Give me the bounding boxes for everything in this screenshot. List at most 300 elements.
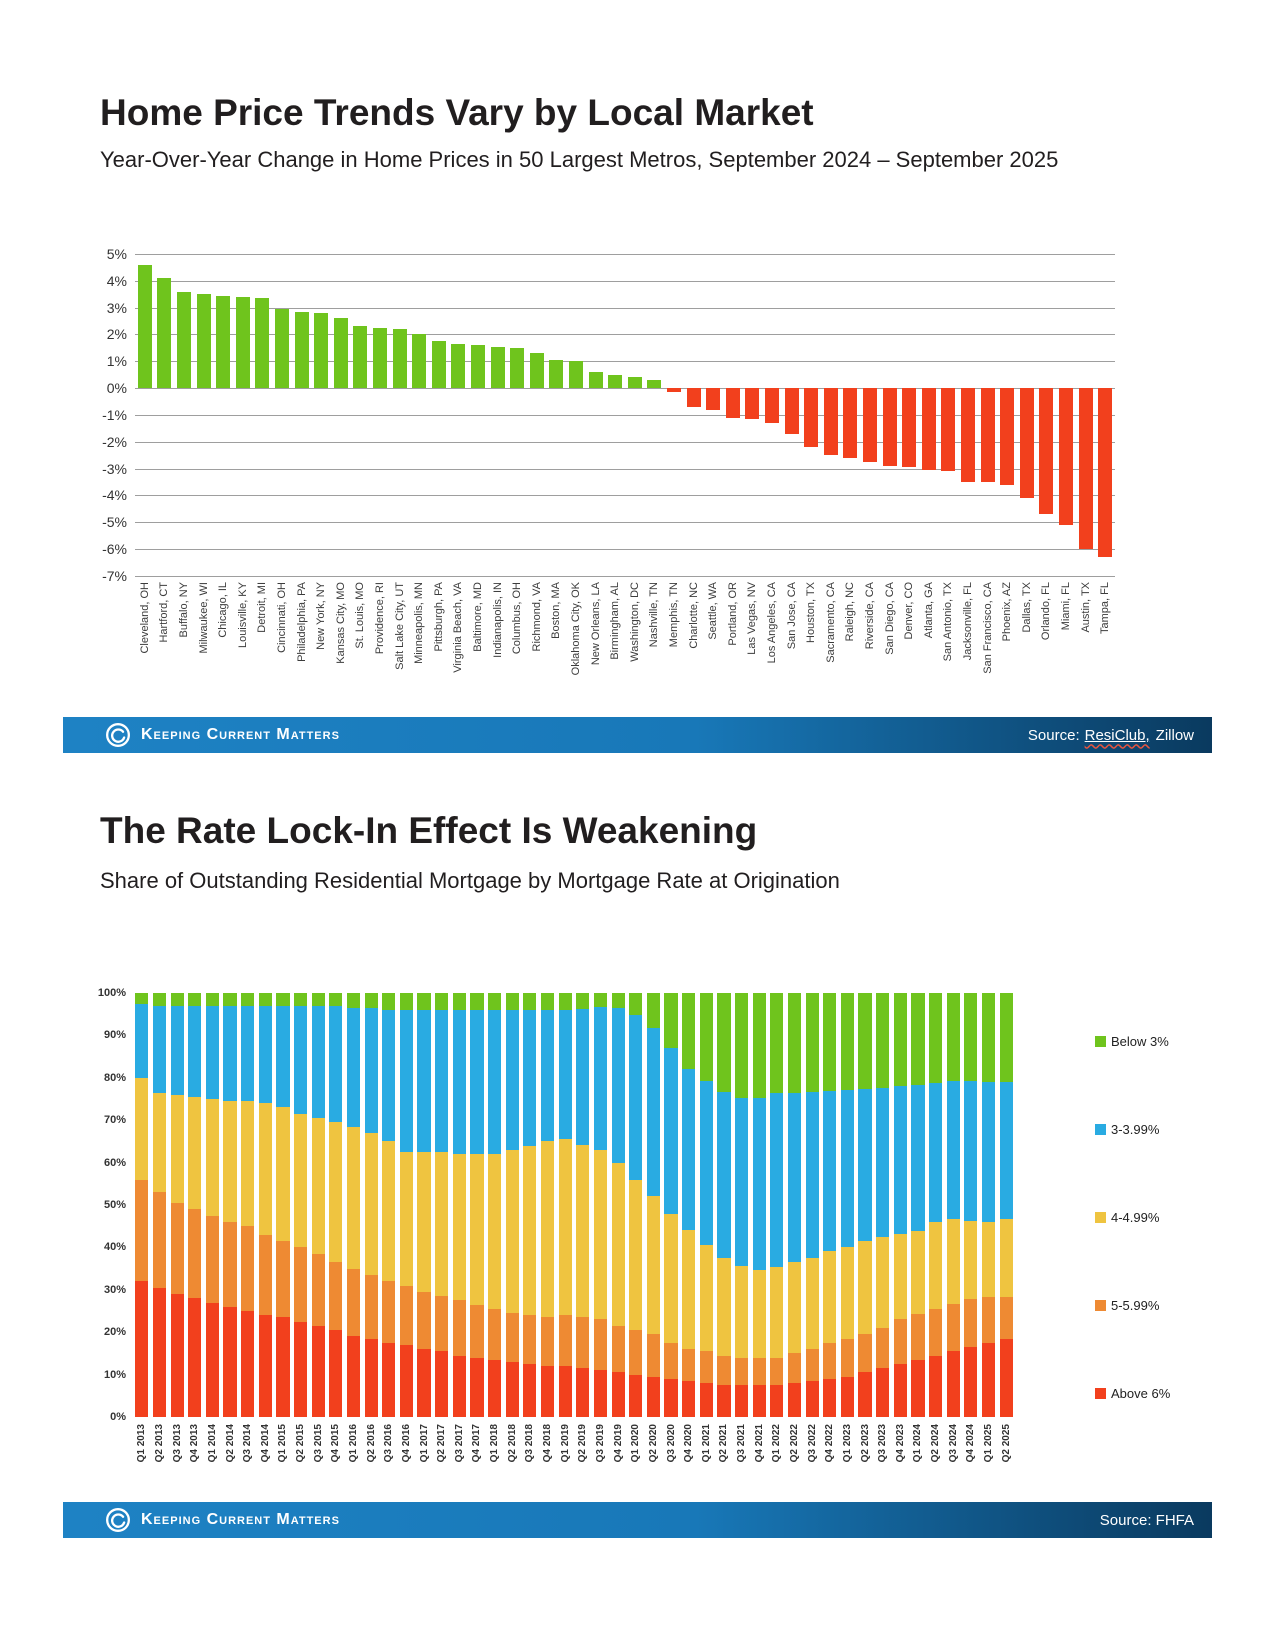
stacked-bar-segment	[788, 1262, 801, 1354]
stacked-bar-segment	[753, 993, 766, 1098]
stacked-bar-segment	[382, 1141, 395, 1281]
chart1-x-tick-label: Nashville, TN	[648, 582, 661, 648]
chart2-y-tick-label: 60%	[103, 1156, 126, 1169]
stacked-bar-segment	[453, 1300, 466, 1355]
stacked-bar-segment	[964, 993, 977, 1081]
stacked-bar-segment	[964, 1081, 977, 1220]
stacked-bar-segment	[417, 1010, 430, 1152]
kcm-footer-bar-1	[63, 717, 1212, 753]
stacked-bar-segment	[823, 1379, 836, 1417]
stacked-bar-segment	[400, 1152, 413, 1286]
stacked-bar-segment	[488, 1360, 501, 1417]
metro-bar	[1039, 388, 1053, 514]
chart1-x-tick-label: Houston, TX	[805, 582, 818, 643]
source-label: Source:	[1027, 726, 1080, 744]
stacked-bar-segment	[806, 1258, 819, 1350]
chart2-x-tick-label: Q3 2014	[242, 1424, 254, 1463]
stacked-bar-segment	[717, 1092, 730, 1258]
stacked-bar-segment	[1000, 1339, 1013, 1417]
metro-bar	[647, 380, 661, 388]
metro-bar	[353, 326, 367, 388]
stacked-bar-segment	[612, 993, 625, 1008]
stacked-bar-segment	[753, 1385, 766, 1417]
stacked-bar-segment	[541, 1010, 554, 1141]
stacked-bar-segment	[400, 1345, 413, 1417]
stacked-bar-segment	[523, 993, 536, 1010]
stacked-bar-segment	[876, 993, 889, 1088]
chart1-x-tick-label: Phoenix, AZ	[1001, 582, 1014, 642]
stacked-bar-segment	[400, 1286, 413, 1345]
stacked-bar-segment	[541, 993, 554, 1010]
stacked-bar-segment	[788, 993, 801, 1093]
stacked-bar-segment	[470, 1358, 483, 1417]
stacked-bar-segment	[700, 1245, 713, 1351]
metro-bar	[589, 372, 603, 388]
metro-bar	[981, 388, 995, 482]
metro-bar	[216, 296, 230, 389]
chart1-x-tick-label: Raleigh, NC	[844, 582, 857, 642]
chart1-plot-area	[135, 254, 1115, 576]
stacked-bar-segment	[188, 1097, 201, 1209]
stacked-bar-segment	[559, 1010, 572, 1139]
stacked-bar-segment	[135, 1281, 148, 1417]
chart1-x-tick-label: Louisville, KY	[236, 582, 249, 649]
chart1-y-tick-label: 0%	[106, 380, 127, 397]
stacked-bar-segment	[153, 1192, 166, 1287]
metro-bar	[667, 388, 681, 392]
stacked-bar-segment	[276, 1006, 289, 1108]
legend-label: 4-4.99%	[1111, 1210, 1160, 1225]
stacked-bar-segment	[329, 1122, 342, 1262]
stacked-bar-segment	[223, 993, 236, 1006]
stacked-bar-segment	[523, 1010, 536, 1146]
stacked-bar-segment	[841, 1247, 854, 1338]
gridline	[135, 495, 1115, 496]
metro-bar	[236, 297, 250, 388]
stacked-bar-segment	[312, 1006, 325, 1118]
stacked-bar-segment	[153, 993, 166, 1006]
metro-bar	[275, 309, 289, 388]
stacked-bar-segment	[717, 1356, 730, 1386]
chart2-x-tick-label: Q2 2015	[295, 1424, 307, 1463]
stacked-bar-segment	[470, 1305, 483, 1358]
stacked-bar-segment	[470, 1154, 483, 1305]
stacked-bar-segment	[629, 993, 642, 1015]
stacked-bar-segment	[206, 1099, 219, 1216]
chart1-x-tick-label: Sacramento, CA	[824, 582, 837, 663]
chart1-x-tick-label: Oklahoma City, OK	[570, 582, 582, 676]
chart1-x-tick-label: Cincinnati, OH	[276, 582, 288, 653]
stacked-bar-segment	[700, 1351, 713, 1383]
stacked-bar-segment	[188, 1209, 201, 1298]
stacked-bar-segment	[594, 993, 607, 1007]
stacked-bar-segment	[858, 1372, 871, 1417]
stacked-bar-segment	[841, 1339, 854, 1377]
chart1-y-tick-label: 1%	[106, 353, 127, 370]
kcm-brand-text: Keeping Current Matters	[141, 1511, 340, 1528]
stacked-bar-segment	[259, 1315, 272, 1417]
chart2-x-tick-label: Q3 2017	[453, 1424, 465, 1463]
metro-bar	[726, 388, 740, 418]
stacked-bar-segment	[717, 1385, 730, 1417]
chart2-source-text: Source: FHFA	[1099, 1511, 1194, 1529]
chart2-x-tick-label: Q3 2020	[665, 1424, 677, 1463]
chart1-y-tick-label: -7%	[102, 567, 127, 584]
chart1-x-tick-label: Seattle, WA	[707, 582, 720, 640]
stacked-bar-segment	[876, 1368, 889, 1417]
stacked-bar-segment	[629, 1015, 642, 1179]
chart1-x-tick-label: Memphis, TN	[668, 582, 680, 648]
stacked-bar-segment	[612, 1008, 625, 1163]
stacked-bar-segment	[947, 993, 960, 1081]
metro-bar	[941, 388, 955, 471]
chart1-x-tick-label: St. Louis, MO	[354, 582, 367, 649]
stacked-bar-segment	[435, 1010, 448, 1152]
stacked-bar-segment	[911, 1360, 924, 1417]
stacked-bar-segment	[171, 1095, 184, 1203]
chart1-x-tick-label: Denver, CO	[903, 582, 916, 640]
metro-bar	[432, 341, 446, 388]
stacked-bar-segment	[312, 993, 325, 1006]
chart2-y-tick-label: 40%	[103, 1241, 126, 1254]
stacked-bar-segment	[876, 1328, 889, 1368]
stacked-bar-segment	[717, 993, 730, 1092]
stacked-bar-segment	[770, 1093, 783, 1267]
chart1-x-tick-label: Los Angeles, CA	[766, 582, 778, 664]
chart1-x-tick-label: Charlotte, NC	[687, 582, 700, 649]
chart1-title: Home Price Trends Vary by Local Market	[100, 92, 814, 133]
stacked-bar-segment	[153, 1288, 166, 1417]
stacked-bar-segment	[858, 993, 871, 1089]
chart2-x-axis	[133, 1424, 1015, 1499]
stacked-bar-segment	[259, 1103, 272, 1234]
chart1-x-tick-label: Columbus, OH	[511, 582, 524, 655]
stacked-bar-segment	[312, 1254, 325, 1326]
stacked-bar-segment	[576, 1317, 589, 1368]
chart1-y-tick-label: -3%	[102, 460, 127, 477]
metro-bar	[745, 388, 759, 419]
chart2-x-tick-label: Q2 2016	[365, 1424, 377, 1463]
stacked-bar-segment	[506, 1010, 519, 1150]
chart2-x-tick-label: Q1 2021	[700, 1424, 712, 1463]
chart2-x-tick-label: Q2 2022	[789, 1424, 800, 1463]
stacked-bar-segment	[276, 993, 289, 1006]
chart2-y-axis	[0, 987, 126, 1433]
stacked-bar-segment	[206, 993, 219, 1006]
gridline	[135, 576, 1115, 577]
chart2-x-tick-label: Q2 2024	[930, 1424, 942, 1463]
chart1-x-tick-label: Kansas City, MO	[334, 582, 347, 664]
chart2-x-tick-label: Q4 2021	[753, 1424, 765, 1463]
metro-bar	[902, 388, 916, 467]
chart2-x-tick-label: Q2 2019	[577, 1424, 589, 1463]
chart1-x-tick-label: Milwaukee, WI	[197, 582, 210, 654]
stacked-bar-segment	[788, 1383, 801, 1417]
stacked-bar-segment	[241, 1101, 254, 1226]
legend-label: 5-5.99%	[1111, 1298, 1160, 1313]
chart1-x-tick-label: Virginia Beach, VA	[452, 582, 465, 673]
stacked-bar-segment	[612, 1326, 625, 1373]
chart2-y-tick-label: 30%	[103, 1283, 126, 1296]
legend-item	[1095, 1386, 1170, 1401]
stacked-bar-segment	[929, 993, 942, 1083]
chart2-x-tick-label: Q4 2024	[965, 1424, 977, 1463]
metro-bar	[530, 353, 544, 388]
chart2-plot-area	[133, 993, 1015, 1417]
legend-item	[1095, 1210, 1159, 1225]
metro-bar	[314, 313, 328, 388]
chart2-x-tick-label: Q3 2022	[806, 1424, 818, 1463]
stacked-bar-segment	[576, 1009, 589, 1145]
stacked-bar-segment	[241, 993, 254, 1006]
stacked-bar-segment	[823, 993, 836, 1091]
stacked-bar-segment	[223, 1006, 236, 1101]
chart2-x-tick-label: Q2 2025	[1000, 1424, 1012, 1463]
metro-bar	[883, 388, 897, 466]
stacked-bar-segment	[664, 993, 677, 1048]
chart2-y-tick-label: 50%	[103, 1199, 126, 1211]
stacked-bar-segment	[664, 1379, 677, 1417]
stacked-bar-segment	[435, 993, 448, 1010]
stacked-bar-segment	[770, 1385, 783, 1417]
legend-item	[1095, 1034, 1169, 1049]
stacked-bar-segment	[294, 1247, 307, 1321]
chart2-x-tick-label: Q1 2013	[136, 1424, 148, 1463]
chart2-x-tick-label: Q1 2019	[559, 1424, 571, 1463]
stacked-bar-segment	[312, 1118, 325, 1254]
chart1-x-tick-label: Atlanta, GA	[922, 582, 935, 639]
stacked-bar-segment	[294, 1114, 307, 1248]
chart1-x-tick-label: Miami, FL	[1060, 582, 1072, 631]
stacked-bar-segment	[294, 1322, 307, 1417]
chart2-x-tick-label: Q1 2023	[841, 1424, 853, 1463]
metro-bar	[765, 388, 779, 423]
chart2-x-tick-label: Q4 2019	[612, 1424, 624, 1463]
stacked-bar-segment	[223, 1307, 236, 1417]
stacked-bar-segment	[135, 1078, 148, 1180]
chart2-x-tick-label: Q3 2016	[383, 1424, 395, 1463]
stacked-bar-segment	[259, 1235, 272, 1316]
metro-bar	[295, 312, 309, 388]
chart1-x-tick-label: Richmond, VA	[530, 582, 543, 652]
stacked-bar-segment	[400, 993, 413, 1010]
metro-bar	[197, 294, 211, 388]
stacked-bar-segment	[894, 1319, 907, 1364]
chart1-y-tick-label: 5%	[106, 246, 127, 262]
stacked-bar-segment	[576, 993, 589, 1009]
stacked-bar-segment	[982, 1343, 995, 1417]
metro-bar	[157, 278, 171, 388]
chart2-x-tick-label: Q3 2015	[312, 1424, 324, 1463]
chart2-x-tick-label: Q4 2015	[330, 1424, 342, 1463]
stacked-bar-segment	[435, 1152, 448, 1296]
chart1-x-tick-label: Dallas, TX	[1020, 582, 1033, 633]
stacked-bar-segment	[488, 1154, 501, 1309]
metro-bar	[608, 375, 622, 388]
kcm-brand-text: Keeping Current Matters	[141, 726, 340, 743]
stacked-bar-segment	[329, 1330, 342, 1417]
metro-bar	[1098, 388, 1112, 557]
chart2-x-tick-label: Q3 2018	[524, 1424, 536, 1463]
stacked-bar-segment	[788, 1093, 801, 1262]
chart2-x-tick-label: Q2 2017	[436, 1424, 448, 1463]
stacked-bar-segment	[506, 1150, 519, 1313]
chart1-x-tick-label: Austin, TX	[1079, 582, 1092, 633]
stacked-bar-segment	[206, 1216, 219, 1303]
chart2-x-tick-label: Q3 2023	[877, 1424, 889, 1463]
stacked-bar-segment	[858, 1089, 871, 1240]
chart1-x-tick-label: Baltimore, MD	[472, 582, 484, 652]
stacked-bar-segment	[541, 1141, 554, 1317]
chart2-x-tick-label: Q2 2014	[224, 1424, 236, 1463]
stacked-bar-segment	[735, 1098, 748, 1266]
stacked-bar-segment	[647, 993, 660, 1028]
stacked-bar-segment	[312, 1326, 325, 1417]
chart1-x-tick-label: Minneapolis, MN	[413, 582, 426, 664]
stacked-bar-segment	[506, 993, 519, 1010]
stacked-bar-segment	[841, 1377, 854, 1417]
metro-bar	[785, 388, 799, 434]
stacked-bar-segment	[276, 1107, 289, 1241]
stacked-bar-segment	[788, 1353, 801, 1383]
source-link-resiclub[interactable]	[1085, 727, 1150, 744]
stacked-bar-segment	[329, 1262, 342, 1330]
stacked-bar-segment	[241, 1226, 254, 1311]
stacked-bar-segment	[576, 1145, 589, 1318]
chart1-x-tick-label: Portland, OR	[726, 582, 739, 646]
metro-bar	[138, 265, 152, 388]
stacked-bar-segment	[171, 1006, 184, 1095]
chart1-x-tick-label: San Diego, CA	[883, 582, 896, 655]
legend-item	[1095, 1122, 1159, 1137]
stacked-bar-segment	[400, 1010, 413, 1152]
chart2-subtitle: Share of Outstanding Residential Mortgage by Mortgage Rate at Origination	[100, 868, 840, 893]
stacked-bar-segment	[1000, 1219, 1013, 1297]
chart2-x-tick-label: Q1 2018	[489, 1424, 501, 1463]
stacked-bar-segment	[594, 1150, 607, 1320]
stacked-bar-segment	[894, 1234, 907, 1319]
stacked-bar-segment	[947, 1219, 960, 1304]
stacked-bar-segment	[647, 1028, 660, 1196]
stacked-bar-segment	[894, 1364, 907, 1417]
chart1-x-tick-label: Hartford, CT	[158, 582, 171, 643]
stacked-bar-segment	[735, 1266, 748, 1358]
stacked-bar-segment	[612, 1372, 625, 1417]
stacked-bar-segment	[806, 993, 819, 1092]
chart2-x-tick-label: Q4 2016	[400, 1424, 412, 1463]
chart1-x-tick-label: Tampa, FL	[1099, 582, 1112, 634]
stacked-bar-segment	[823, 1251, 836, 1343]
stacked-bar-segment	[382, 993, 395, 1010]
metro-bar	[549, 360, 563, 388]
stacked-bar-segment	[841, 1090, 854, 1247]
stacked-bar-segment	[171, 1294, 184, 1417]
stacked-bar-segment	[488, 1309, 501, 1360]
stacked-bar-segment	[541, 1366, 554, 1417]
stacked-bar-segment	[929, 1083, 942, 1222]
stacked-bar-segment	[911, 1085, 924, 1231]
metro-bar	[569, 361, 583, 388]
chart2-x-tick-label: Q4 2023	[894, 1424, 906, 1463]
chart2-x-tick-label: Q3 2013	[171, 1424, 183, 1463]
stacked-bar-segment	[753, 1358, 766, 1386]
stacked-bar-segment	[594, 1370, 607, 1417]
legend-swatch	[1095, 1036, 1106, 1047]
chart1-y-tick-label: -6%	[102, 541, 127, 558]
stacked-bar-segment	[559, 1366, 572, 1417]
stacked-bar-segment	[453, 1356, 466, 1417]
metro-bar	[491, 347, 505, 389]
stacked-bar-segment	[612, 1163, 625, 1326]
chart2-x-tick-label: Q4 2017	[471, 1424, 483, 1463]
stacked-bar-segment	[753, 1098, 766, 1270]
stacked-bar-segment	[488, 1010, 501, 1154]
source-link-zillow[interactable]: Zillow	[1155, 726, 1194, 744]
kcm-logo-icon	[105, 1507, 131, 1533]
stacked-bar-segment	[435, 1296, 448, 1351]
stacked-bar-segment	[911, 1314, 924, 1360]
stacked-bar-segment	[188, 1298, 201, 1417]
stacked-bar-segment	[506, 1313, 519, 1362]
stacked-bar-segment	[241, 1006, 254, 1101]
legend-label: Above 6%	[1111, 1386, 1171, 1401]
chart1-x-tick-label: Indianapolis, IN	[491, 582, 504, 658]
stacked-bar-segment	[559, 993, 572, 1010]
stacked-bar-segment	[347, 1336, 360, 1417]
stacked-bar-segment	[259, 993, 272, 1006]
stacked-bar-segment	[735, 993, 748, 1098]
chart2-x-tick-label: Q2 2021	[718, 1424, 730, 1463]
stacked-bar-segment	[806, 1381, 819, 1417]
chart1-y-tick-label: -2%	[102, 433, 127, 450]
chart1-x-tick-label: New Orleans, LA	[589, 582, 602, 666]
stacked-bar-segment	[647, 1377, 660, 1417]
chart1-x-tick-label: Orlando, FL	[1040, 582, 1053, 641]
metro-bar	[863, 388, 877, 462]
legend-label: Below 3%	[1111, 1034, 1169, 1049]
stacked-bar-segment	[682, 1069, 695, 1230]
chart1-x-tick-label: Washington, DC	[628, 582, 641, 662]
stacked-bar-segment	[911, 993, 924, 1085]
chart2-y-tick-label: 10%	[103, 1368, 126, 1381]
stacked-bar-segment	[171, 1203, 184, 1294]
stacked-bar-segment	[947, 1081, 960, 1219]
stacked-bar-segment	[453, 1010, 466, 1154]
stacked-bar-segment	[664, 1048, 677, 1215]
source-link-resiclub-label: ResiClub,	[1084, 726, 1150, 744]
chart1-x-tick-label: Detroit, MI	[256, 582, 269, 633]
stacked-bar-segment	[365, 993, 378, 1008]
metro-bar	[451, 344, 465, 388]
stacked-bar-segment	[559, 1315, 572, 1366]
stacked-bar-segment	[700, 1383, 713, 1417]
stacked-bar-segment	[682, 993, 695, 1069]
stacked-bar-segment	[770, 993, 783, 1093]
legend-swatch	[1095, 1212, 1106, 1223]
stacked-bar-segment	[453, 993, 466, 1010]
stacked-bar-segment	[171, 993, 184, 1006]
stacked-bar-segment	[523, 1146, 536, 1316]
metro-bar	[687, 388, 701, 407]
stacked-bar-segment	[1000, 993, 1013, 1082]
chart1-x-tick-label: Chicago, IL	[217, 582, 230, 638]
metro-bar	[804, 388, 818, 447]
chart2-y-tick-label: 90%	[103, 1029, 126, 1042]
chart1-x-tick-label: Buffalo, NY	[178, 582, 190, 638]
stacked-bar-segment	[382, 1281, 395, 1342]
stacked-bar-segment	[964, 1221, 977, 1299]
stacked-bar-segment	[664, 1214, 677, 1342]
